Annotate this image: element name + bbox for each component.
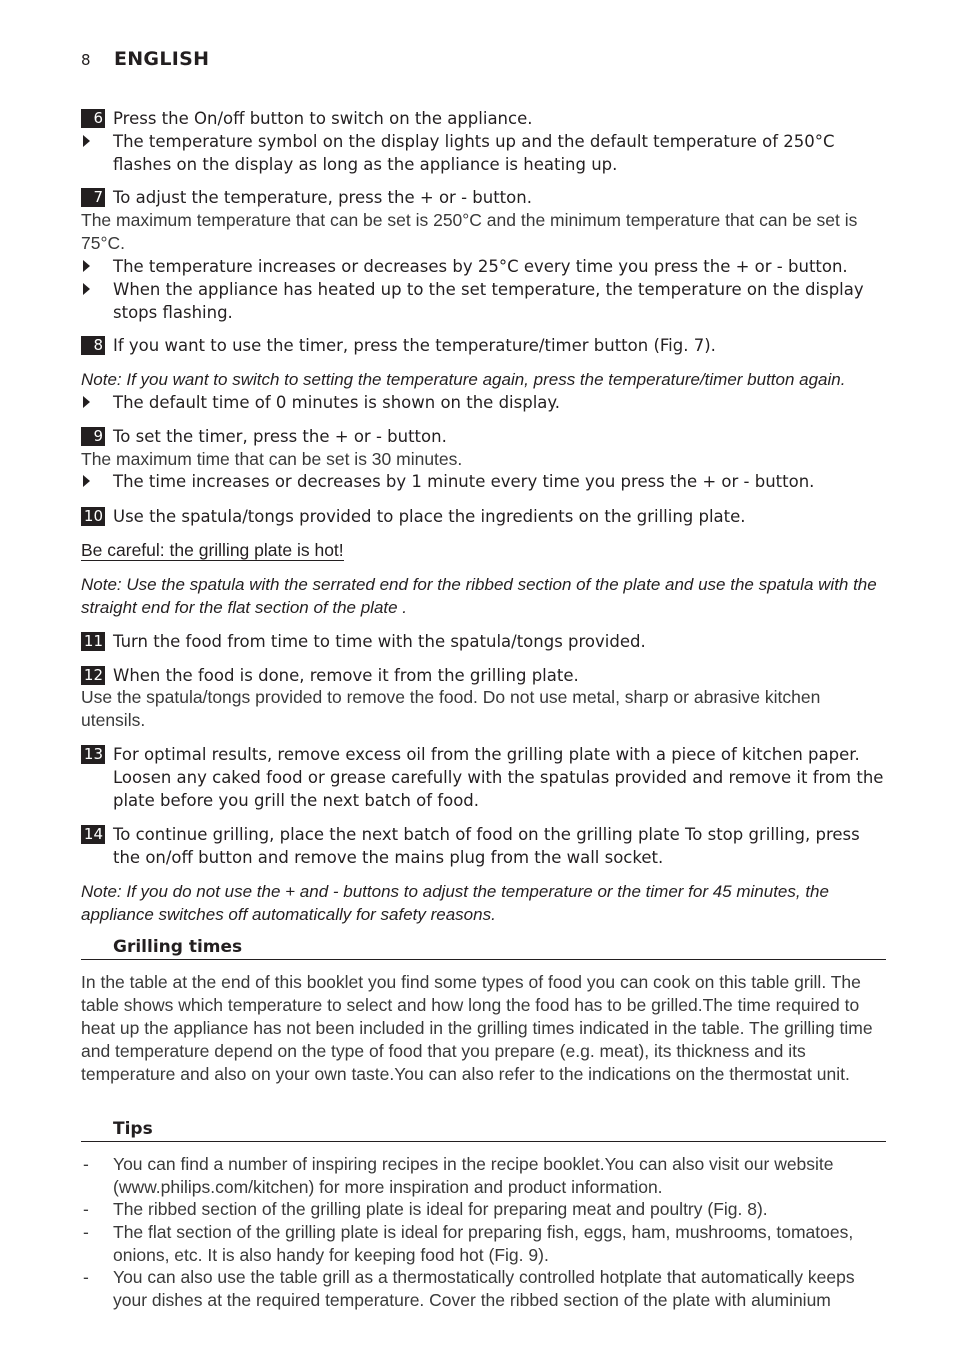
- tip-text: The flat section of the grilling plate is ideal for preparing fish, eggs, ham, mushrooms, tomatoes, onions, etc. It is also handy for keeping food hot (Fig. 9).: [113, 1222, 854, 1265]
- step-7: [81, 186, 886, 209]
- triangle-bullet-icon: [83, 396, 90, 408]
- page-header: [81, 48, 209, 70]
- grilling-times-text: In the table at the end of this booklet you find some types of food you can cook on this table grill. The table shows which temperature to select and how long the food has to be grilled.The time required to heat up the appliance has not been included in the grilling times indicated in the table. The grilling time and temperature depend on the type of food that you prepare (e.g. meat), its thickness and its temperature and also on your own taste.You can also refer to the indications on the thermostat unit.: [81, 972, 873, 1084]
- step-number: 7: [81, 188, 105, 207]
- triangle-bullet-icon: [83, 475, 90, 487]
- step-number: 13: [81, 745, 105, 764]
- bullet-item: [81, 130, 886, 176]
- dash-bullet: -: [83, 1154, 89, 1174]
- dash-bullet: -: [83, 1199, 89, 1219]
- tip-item: [81, 1153, 886, 1199]
- step-13: [81, 743, 886, 812]
- triangle-bullet-icon: [83, 135, 90, 147]
- step-text: If you want to use the timer, press the temperature/timer button (Fig. 7).: [113, 336, 716, 355]
- step-10-note: Note: Use the spatula with the serrated end for the ribbed section of the plate and use the spatula with the straight end for the flat section of the plate .: [81, 575, 877, 617]
- step-text: To continue grilling, place the next batch of food on the grilling plate To stop grilling, press the on/off button and remove the mains plug from the wall socket.: [113, 825, 860, 867]
- step-8-note: Note: If you want to switch to setting the temperature again, press the temperature/timer button again.: [81, 370, 846, 389]
- tip-text: The ribbed section of the grilling plate is ideal for preparing meat and poultry (Fig. 8).: [113, 1199, 768, 1219]
- step-8: [81, 334, 886, 357]
- step-number: 9: [81, 427, 105, 446]
- warning-text: [81, 539, 886, 562]
- tip-item: [81, 1198, 886, 1221]
- tip-item: [81, 1266, 886, 1312]
- bullet-text: The temperature increases or decreases by 25°C every time you press the + or - button.: [113, 257, 848, 276]
- step-text: When the food is done, remove it from the grilling plate.: [113, 666, 579, 685]
- bullet-text: The temperature symbol on the display lights up and the default temperature of 250°C flashes on the display as long as the appliance is heating up.: [113, 132, 835, 174]
- step-14-note: Note: If you do not use the + and - buttons to adjust the temperature or the timer for 45 minutes, the appliance switches off automatically for safety reasons.: [81, 882, 829, 924]
- page-number: 8: [81, 51, 91, 69]
- dash-bullet: -: [83, 1222, 89, 1242]
- section-heading-grilling-times: Grilling times: [81, 937, 886, 960]
- tip-item: [81, 1221, 886, 1267]
- language-heading: ENGLISH: [113, 48, 210, 70]
- bullet-item: [81, 255, 886, 278]
- triangle-bullet-icon: [83, 260, 90, 272]
- step-number: 12: [81, 666, 105, 685]
- step-number: 10: [81, 507, 105, 526]
- bullet-text: The default time of 0 minutes is shown on the display.: [113, 393, 561, 412]
- step-number: 8: [81, 336, 105, 355]
- step-9-detail: The maximum time that can be set is 30 minutes.: [81, 449, 463, 469]
- tip-text: You can also use the table grill as a thermostatically controlled hotplate that automatically keeps your dishes at the required temperature. Cover the ribbed section of the plate with aluminium: [113, 1267, 855, 1310]
- step-text: For optimal results, remove excess oil from the grilling plate with a piece of kitchen paper. Loosen any caked food or grease carefully with the spatulas provided and remove it from the plate before you grill the next batch of food.: [113, 745, 884, 810]
- step-text: Use the spatula/tongs provided to place the ingredients on the grilling plate.: [113, 507, 746, 526]
- step-number: 14: [81, 825, 105, 844]
- step-11: [81, 630, 886, 653]
- bullet-item: [81, 278, 886, 324]
- bullet-text: When the appliance has heated up to the set temperature, the temperature on the display stops flashing.: [113, 280, 864, 322]
- tip-text: You can find a number of inspiring recipes in the recipe booklet.You can also visit our website (www.philips.com/kitchen) for more inspiration and product information.: [113, 1154, 834, 1197]
- section-heading-tips: Tips: [81, 1119, 886, 1142]
- step-text: Turn the food from time to time with the spatula/tongs provided.: [113, 632, 646, 651]
- step-10: [81, 505, 886, 528]
- bullet-text: The time increases or decreases by 1 minute every time you press the + or - button.: [113, 472, 815, 491]
- careful-warning: Be careful: the grilling plate is hot!: [81, 540, 344, 560]
- dash-bullet: -: [83, 1267, 89, 1287]
- step-7-detail: The maximum temperature that can be set is 250°C and the minimum temperature that can be set is 75°C.: [81, 210, 858, 253]
- step-12-detail: Use the spatula/tongs provided to remove the food. Do not use metal, sharp or abrasive kitchen utensils.: [81, 687, 821, 730]
- step-6: [81, 107, 886, 130]
- step-text: To adjust the temperature, press the + or - button.: [113, 188, 532, 207]
- step-number: 6: [81, 109, 105, 128]
- bullet-item: [81, 391, 886, 414]
- step-9: [81, 425, 886, 448]
- bullet-item: [81, 470, 886, 493]
- triangle-bullet-icon: [83, 283, 90, 295]
- step-text: To set the timer, press the + or - button.: [113, 427, 447, 446]
- step-number: 11: [81, 632, 105, 651]
- step-14: [81, 823, 886, 869]
- step-text: Press the On/off button to switch on the appliance.: [113, 109, 533, 128]
- step-12: [81, 664, 886, 687]
